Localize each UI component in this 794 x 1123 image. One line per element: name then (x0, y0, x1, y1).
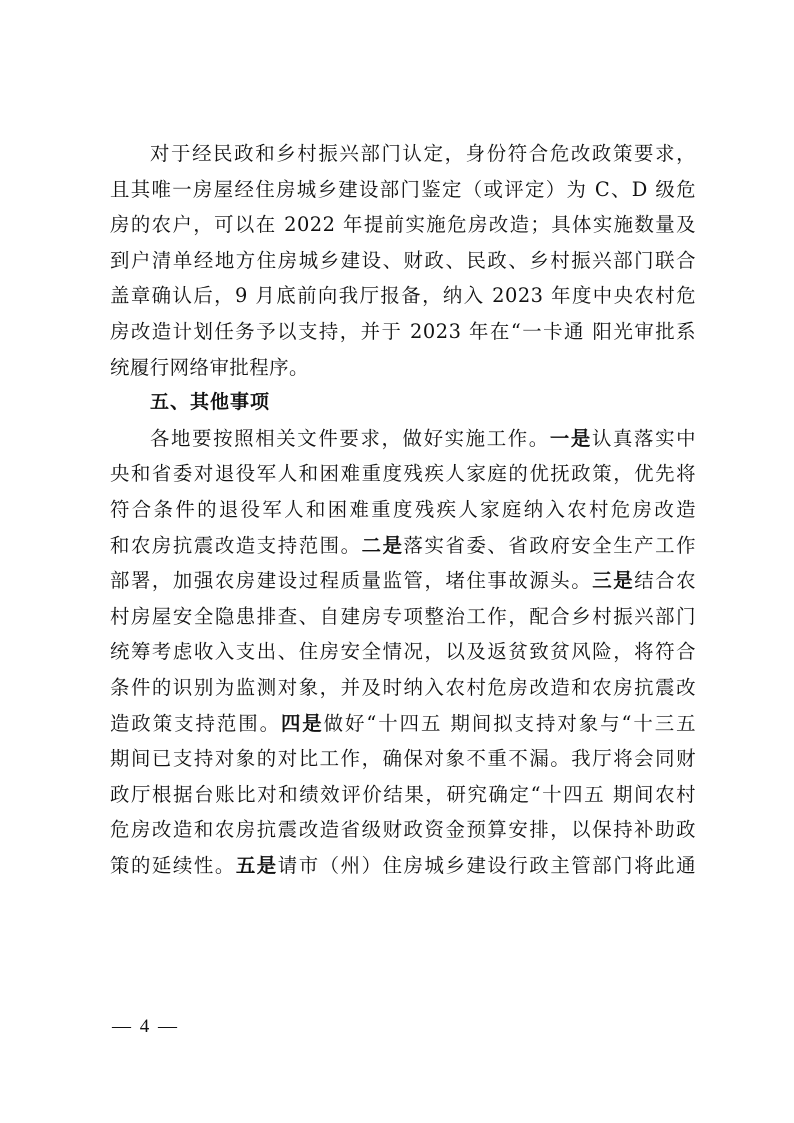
paragraph-line: 条件的识别为监测对象，并及时纳入农村危房改造和农房抗震改 (110, 675, 696, 699)
paragraph-line: 统履行网络审批程序。 (110, 355, 309, 379)
text-run: 和农房抗震改造支持范围。 (110, 533, 362, 557)
paragraph-line (110, 528, 696, 564)
paragraph-line (110, 848, 696, 884)
paragraph-line: 政厅根据台账比对和绩效评价结果，研究确定“十四五 期间农村 (110, 782, 696, 806)
paragraph-line: 且其唯一房屋经住房城乡建设部门鉴定（或评定）为 C、D 级危 (110, 177, 696, 201)
body-text (110, 136, 696, 883)
paragraph-line: 房的农户，可以在 2022 年提前实施危房改造；具体实施数量及 (110, 213, 696, 237)
bold-run: 五是 (235, 853, 278, 877)
bold-run: 三是 (592, 569, 635, 593)
paragraph-line (110, 421, 696, 457)
paragraph-line (110, 706, 696, 742)
paragraph-line: 盖章确认后，9 月底前向我厅报备，纳入 2023 年度中央农村危 (110, 284, 696, 308)
paragraph-line: 期间已支持对象的对比工作，确保对象不重不漏。我厅将会同财 (110, 747, 696, 771)
paragraph-line: 房改造计划任务予以支持，并于 2023 年在“一卡通 阳光审批系 (110, 319, 696, 343)
text-run: 做好“十四五 期间拟支持对象与“十三五 (323, 711, 696, 735)
text-run: 造政策支持范围。 (110, 711, 281, 735)
paragraph-line: 村房屋安全隐患排查、自建房专项整治工作，配合乡村振兴部门 (110, 604, 696, 628)
section-heading: 五、其他事项 (150, 391, 271, 414)
paragraph-line (110, 563, 696, 599)
bold-run: 一是 (549, 426, 592, 450)
text-run: 部署，加强农房建设过程质量监管，堵住事故源头。 (110, 569, 593, 593)
paragraph-line: 央和省委对退役军人和困难重度残疾人家庭的优抚政策，优先将 (110, 462, 696, 486)
text-run: 认真落实中 (591, 426, 697, 450)
text-run: 请市（州）住房城乡建设行政主管部门将此通 (277, 853, 697, 877)
paragraph-line: 符合条件的退役军人和困难重度残疾人家庭纳入农村危房改造 (110, 497, 696, 521)
text-run: 落实省委、省政府安全生产工作 (403, 533, 697, 557)
paragraph-line: 统筹考虑收入支出、住房安全情况，以及返贫致贫风险，将符合 (110, 640, 696, 664)
bold-run: 二是 (361, 533, 404, 557)
page-number: — 4 — (112, 1016, 179, 1037)
paragraph-line: 危房改造和农房抗震改造省级财政资金预算安排，以保持补助政 (110, 818, 696, 842)
paragraph-line: 对于经民政和乡村振兴部门认定，身份符合危改政策要求， (150, 142, 696, 165)
paragraph-line: 到户清单经地方住房城乡建设、财政、民政、乡村振兴部门联合 (110, 248, 696, 272)
bold-run: 四是 (280, 711, 324, 735)
text-run: 各地要按照相关文件要求，做好实施工作。 (150, 426, 550, 450)
text-run: 策的延续性。 (110, 853, 236, 877)
text-run: 结合农 (634, 569, 697, 593)
